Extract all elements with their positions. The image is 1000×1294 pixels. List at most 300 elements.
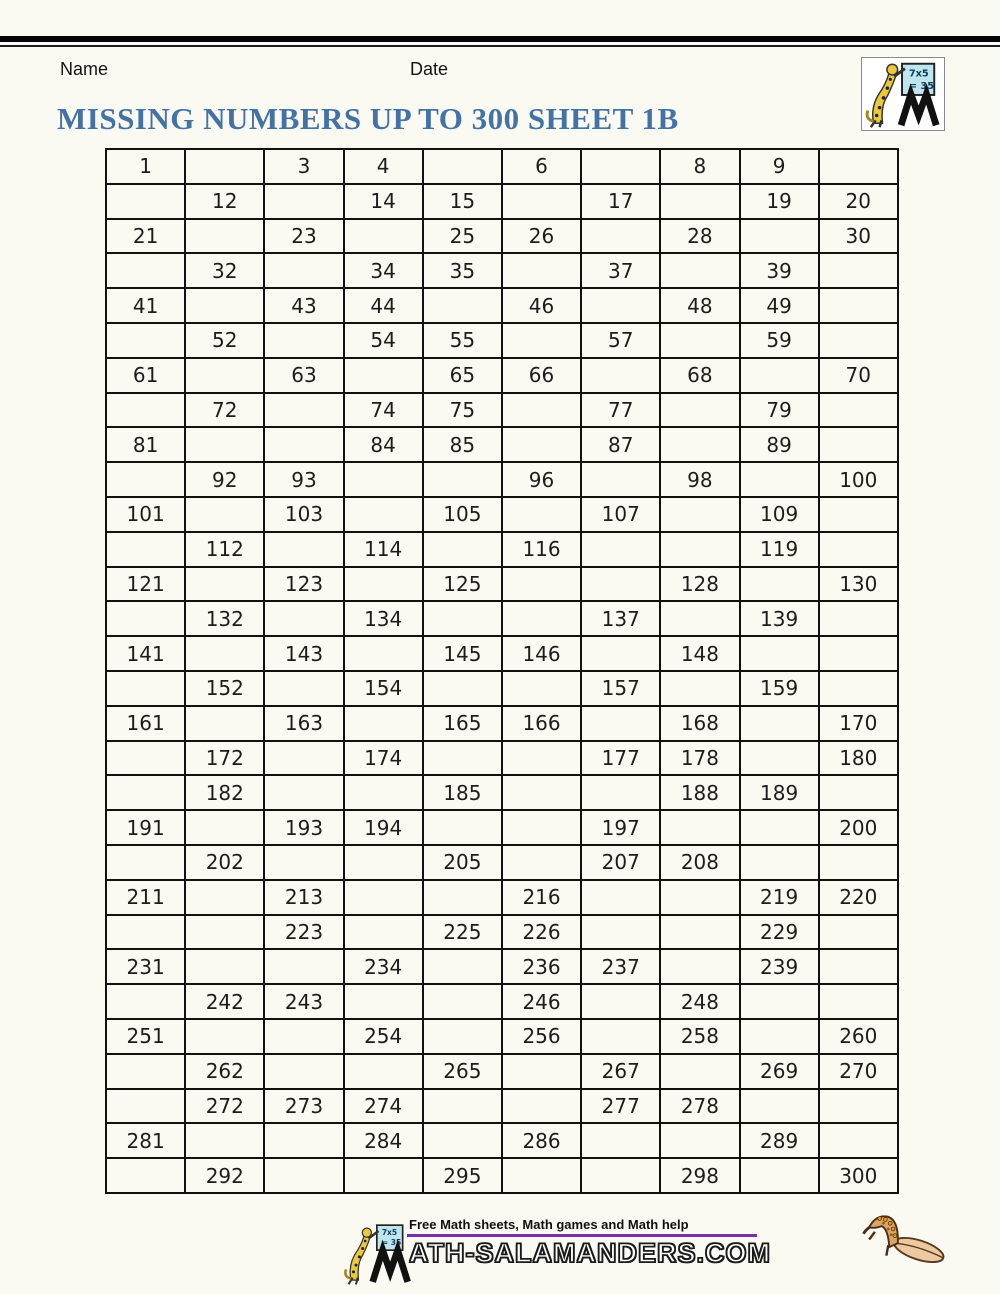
grid-row (106, 915, 898, 950)
grid-cell-empty (660, 810, 739, 845)
grid-cell-empty (660, 949, 739, 984)
grid-cell-filled: 143 (264, 636, 343, 671)
grid-cell-empty (819, 671, 898, 706)
grid-cell-filled: 65 (423, 358, 502, 393)
grid-cell-empty (423, 810, 502, 845)
grid-cell-empty (185, 915, 264, 950)
grid-cell-empty (423, 288, 502, 323)
grid-cell-empty (264, 1123, 343, 1158)
grid-cell-empty (581, 1158, 660, 1193)
grid-cell-filled: 25 (423, 219, 502, 254)
grid-cell-filled: 116 (502, 532, 581, 567)
grid-cell-empty (264, 949, 343, 984)
grid-cell-filled: 189 (740, 775, 819, 810)
grid-cell-empty (344, 358, 423, 393)
grid-cell-empty (660, 393, 739, 428)
grid-cell-empty (106, 845, 185, 880)
grid-row (106, 532, 898, 567)
grid-cell-empty (581, 358, 660, 393)
grid-cell-filled: 114 (344, 532, 423, 567)
grid-cell-filled: 8 (660, 149, 739, 184)
grid-cell-filled: 32 (185, 253, 264, 288)
svg-text:= 35: = 35 (381, 1238, 402, 1248)
grid-cell-filled: 26 (502, 219, 581, 254)
grid-row (106, 288, 898, 323)
grid-cell-filled: 100 (819, 462, 898, 497)
grid-cell-filled: 9 (740, 149, 819, 184)
grid-cell-empty (106, 184, 185, 219)
svg-text:7x5: 7x5 (381, 1228, 398, 1238)
footer-tagline: Free Math sheets, Math games and Math help (409, 1217, 689, 1232)
grid-cell-filled: 112 (185, 532, 264, 567)
grid-cell-filled: 254 (344, 1019, 423, 1054)
grid-cell-empty (740, 1158, 819, 1193)
grid-row (106, 427, 898, 462)
grid-cell-filled: 246 (502, 984, 581, 1019)
grid-cell-filled: 159 (740, 671, 819, 706)
grid-cell-empty (502, 1158, 581, 1193)
grid-cell-empty (264, 1158, 343, 1193)
grid-cell-filled: 231 (106, 949, 185, 984)
grid-cell-empty (581, 706, 660, 741)
grid-cell-empty (185, 219, 264, 254)
grid-cell-filled: 262 (185, 1054, 264, 1089)
grid-cell-filled: 216 (502, 880, 581, 915)
grid-cell-empty (740, 219, 819, 254)
grid-cell-filled: 39 (740, 253, 819, 288)
grid-cell-empty (264, 845, 343, 880)
grid-cell-empty (740, 845, 819, 880)
grid-cell-filled: 84 (344, 427, 423, 462)
grid-cell-empty (106, 462, 185, 497)
grid-cell-empty (660, 915, 739, 950)
m-letter-mark (901, 94, 936, 125)
grid-cell-empty (423, 149, 502, 184)
grid-cell-filled: 128 (660, 567, 739, 602)
grid-cell-empty (106, 393, 185, 428)
grid-cell-filled: 286 (502, 1123, 581, 1158)
diving-salamander-icon (858, 1208, 950, 1270)
grid-cell-filled: 219 (740, 880, 819, 915)
grid-row (106, 601, 898, 636)
grid-cell-empty (185, 1123, 264, 1158)
grid-cell-filled: 54 (344, 323, 423, 358)
grid-cell-filled: 226 (502, 915, 581, 950)
grid-cell-filled: 48 (660, 288, 739, 323)
grid-cell-filled: 134 (344, 601, 423, 636)
grid-cell-filled: 172 (185, 741, 264, 776)
grid-cell-filled: 96 (502, 462, 581, 497)
grid-cell-filled: 49 (740, 288, 819, 323)
grid-cell-filled: 34 (344, 253, 423, 288)
grid-cell-empty (581, 532, 660, 567)
grid-cell-empty (185, 706, 264, 741)
grid-cell-empty (502, 497, 581, 532)
grid-cell-filled: 207 (581, 845, 660, 880)
grid-cell-empty (502, 845, 581, 880)
grid-cell-empty (581, 775, 660, 810)
grid-cell-filled: 251 (106, 1019, 185, 1054)
grid-cell-filled: 41 (106, 288, 185, 323)
grid-cell-empty (344, 880, 423, 915)
grid-cell-empty (660, 253, 739, 288)
grid-row (106, 149, 898, 184)
grid-row (106, 741, 898, 776)
grid-cell-filled: 267 (581, 1054, 660, 1089)
grid-cell-filled: 242 (185, 984, 264, 1019)
grid-cell-empty (581, 288, 660, 323)
grid-row (106, 845, 898, 880)
grid-cell-empty (106, 323, 185, 358)
grid-cell-filled: 148 (660, 636, 739, 671)
grid-cell-filled: 289 (740, 1123, 819, 1158)
grid-cell-filled: 89 (740, 427, 819, 462)
grid-cell-empty (502, 184, 581, 219)
grid-cell-filled: 107 (581, 497, 660, 532)
grid-cell-empty (106, 984, 185, 1019)
grid-cell-filled: 74 (344, 393, 423, 428)
grid-cell-empty (344, 462, 423, 497)
grid-cell-filled: 66 (502, 358, 581, 393)
grid-cell-filled: 125 (423, 567, 502, 602)
grid-cell-filled: 298 (660, 1158, 739, 1193)
grid-cell-filled: 145 (423, 636, 502, 671)
grid-cell-filled: 197 (581, 810, 660, 845)
grid-cell-empty (264, 393, 343, 428)
grid-cell-empty (264, 323, 343, 358)
grid-cell-empty (740, 984, 819, 1019)
grid-cell-empty (106, 601, 185, 636)
grid-cell-filled: 101 (106, 497, 185, 532)
grid-cell-filled: 103 (264, 497, 343, 532)
grid-cell-empty (344, 636, 423, 671)
grid-row (106, 1054, 898, 1089)
grid-cell-empty (819, 149, 898, 184)
grid-cell-empty (502, 393, 581, 428)
grid-cell-filled: 1 (106, 149, 185, 184)
grid-cell-empty (106, 915, 185, 950)
grid-cell-empty (264, 184, 343, 219)
grid-cell-empty (502, 671, 581, 706)
grid-cell-filled: 154 (344, 671, 423, 706)
grid-cell-empty (423, 1089, 502, 1124)
grid-cell-filled: 161 (106, 706, 185, 741)
grid-cell-empty (740, 636, 819, 671)
grid-cell-empty (740, 810, 819, 845)
grid-cell-empty (660, 601, 739, 636)
grid-cell-filled: 284 (344, 1123, 423, 1158)
grid-row (106, 775, 898, 810)
grid-cell-empty (423, 1123, 502, 1158)
grid-cell-filled: 191 (106, 810, 185, 845)
grid-cell-filled: 194 (344, 810, 423, 845)
grid-cell-filled: 229 (740, 915, 819, 950)
grid-cell-filled: 81 (106, 427, 185, 462)
grid-cell-empty (819, 497, 898, 532)
grid-cell-empty (581, 149, 660, 184)
grid-cell-empty (819, 253, 898, 288)
grid-cell-filled: 4 (344, 149, 423, 184)
grid-cell-empty (106, 1089, 185, 1124)
grid-row (106, 636, 898, 671)
grid-cell-empty (581, 462, 660, 497)
grid-cell-empty (502, 601, 581, 636)
grid-cell-empty (502, 323, 581, 358)
grid-cell-filled: 59 (740, 323, 819, 358)
grid-cell-filled: 14 (344, 184, 423, 219)
grid-cell-filled: 163 (264, 706, 343, 741)
grid-cell-empty (344, 984, 423, 1019)
grid-cell-filled: 70 (819, 358, 898, 393)
grid-row (106, 253, 898, 288)
grid-cell-empty (185, 149, 264, 184)
grid-cell-empty (264, 1019, 343, 1054)
grid-cell-filled: 17 (581, 184, 660, 219)
grid-cell-empty (344, 219, 423, 254)
grid-cell-empty (264, 775, 343, 810)
grid-cell-empty (740, 706, 819, 741)
grid-cell-empty (740, 1089, 819, 1124)
grid-cell-empty (819, 288, 898, 323)
grid-row (106, 393, 898, 428)
grid-cell-empty (106, 741, 185, 776)
grid-cell-empty (502, 810, 581, 845)
grid-cell-empty (423, 532, 502, 567)
grid-cell-empty (185, 636, 264, 671)
grid-cell-empty (660, 184, 739, 219)
number-grid-body (106, 149, 898, 1193)
board-text-line1: 7x5 (908, 68, 929, 80)
grid-cell-empty (581, 636, 660, 671)
grid-cell-empty (819, 949, 898, 984)
grid-cell-filled: 274 (344, 1089, 423, 1124)
grid-row (106, 810, 898, 845)
grid-cell-empty (819, 393, 898, 428)
grid-row (106, 462, 898, 497)
grid-cell-filled: 121 (106, 567, 185, 602)
grid-cell-empty (344, 775, 423, 810)
grid-cell-filled: 55 (423, 323, 502, 358)
grid-cell-filled: 92 (185, 462, 264, 497)
grid-row (106, 1123, 898, 1158)
grid-cell-filled: 85 (423, 427, 502, 462)
grid-cell-filled: 202 (185, 845, 264, 880)
grid-cell-filled: 61 (106, 358, 185, 393)
grid-cell-filled: 178 (660, 741, 739, 776)
grid-cell-filled: 130 (819, 567, 898, 602)
grid-cell-filled: 132 (185, 601, 264, 636)
grid-row (106, 984, 898, 1019)
grid-cell-filled: 79 (740, 393, 819, 428)
grid-row (106, 567, 898, 602)
grid-cell-filled: 273 (264, 1089, 343, 1124)
grid-cell-filled: 278 (660, 1089, 739, 1124)
grid-cell-empty (819, 427, 898, 462)
grid-cell-filled: 30 (819, 219, 898, 254)
grid-cell-filled: 75 (423, 393, 502, 428)
grid-row (106, 706, 898, 741)
grid-row (106, 1089, 898, 1124)
grid-cell-filled: 35 (423, 253, 502, 288)
grid-cell-empty (106, 1054, 185, 1089)
grid-cell-empty (660, 427, 739, 462)
grid-cell-filled: 57 (581, 323, 660, 358)
grid-cell-filled: 225 (423, 915, 502, 950)
grid-cell-filled: 165 (423, 706, 502, 741)
grid-cell-filled: 105 (423, 497, 502, 532)
grid-cell-filled: 188 (660, 775, 739, 810)
grid-cell-empty (502, 427, 581, 462)
grid-cell-filled: 236 (502, 949, 581, 984)
grid-cell-empty (819, 532, 898, 567)
grid-cell-filled: 37 (581, 253, 660, 288)
grid-cell-filled: 193 (264, 810, 343, 845)
grid-cell-filled: 52 (185, 323, 264, 358)
grid-cell-filled: 12 (185, 184, 264, 219)
grid-cell-filled: 295 (423, 1158, 502, 1193)
grid-cell-filled: 109 (740, 497, 819, 532)
grid-cell-empty (423, 949, 502, 984)
grid-cell-empty (581, 567, 660, 602)
grid-row (106, 497, 898, 532)
grid-cell-empty (344, 915, 423, 950)
grid-cell-filled: 157 (581, 671, 660, 706)
grid-cell-empty (819, 636, 898, 671)
grid-cell-filled: 87 (581, 427, 660, 462)
grid-cell-empty (423, 880, 502, 915)
footer-purple-rule (407, 1234, 757, 1237)
grid-cell-empty (344, 497, 423, 532)
grid-cell-empty (344, 567, 423, 602)
grid-cell-empty (423, 671, 502, 706)
grid-cell-empty (423, 1019, 502, 1054)
number-grid (105, 148, 899, 1194)
grid-cell-empty (660, 1054, 739, 1089)
grid-cell-empty (185, 880, 264, 915)
grid-cell-empty (185, 567, 264, 602)
grid-cell-empty (264, 601, 343, 636)
grid-cell-filled: 166 (502, 706, 581, 741)
grid-cell-empty (185, 949, 264, 984)
grid-cell-empty (660, 880, 739, 915)
grid-cell-empty (660, 1123, 739, 1158)
grid-cell-empty (819, 323, 898, 358)
grid-cell-empty (106, 1158, 185, 1193)
grid-cell-empty (819, 1123, 898, 1158)
grid-cell-filled: 237 (581, 949, 660, 984)
grid-row (106, 949, 898, 984)
grid-cell-filled: 213 (264, 880, 343, 915)
grid-cell-filled: 44 (344, 288, 423, 323)
grid-cell-filled: 256 (502, 1019, 581, 1054)
grid-row (106, 323, 898, 358)
grid-cell-empty (344, 845, 423, 880)
salamander-mascot-icon (862, 58, 944, 130)
grid-cell-empty (581, 984, 660, 1019)
grid-cell-empty (740, 462, 819, 497)
grid-row (106, 219, 898, 254)
grid-row (106, 1158, 898, 1193)
grid-cell-empty (344, 706, 423, 741)
grid-cell-empty (819, 915, 898, 950)
grid-cell-empty (423, 601, 502, 636)
grid-cell-filled: 185 (423, 775, 502, 810)
grid-cell-filled: 119 (740, 532, 819, 567)
grid-cell-filled: 243 (264, 984, 343, 1019)
grid-cell-filled: 265 (423, 1054, 502, 1089)
top-rule-thin (0, 45, 1000, 47)
grid-cell-empty (423, 462, 502, 497)
grid-cell-filled: 6 (502, 149, 581, 184)
grid-row (106, 358, 898, 393)
footer-site-name: ATH-SALAMANDERS.COM (409, 1238, 771, 1268)
grid-cell-empty (185, 288, 264, 323)
grid-cell-filled: 23 (264, 219, 343, 254)
grid-cell-empty (502, 1054, 581, 1089)
grid-cell-filled: 43 (264, 288, 343, 323)
grid-cell-empty (264, 1054, 343, 1089)
grid-cell-empty (819, 775, 898, 810)
grid-cell-empty (740, 567, 819, 602)
top-rule-thick (0, 36, 1000, 42)
grid-cell-filled: 168 (660, 706, 739, 741)
grid-cell-filled: 239 (740, 949, 819, 984)
grid-cell-empty (264, 253, 343, 288)
grid-cell-filled: 270 (819, 1054, 898, 1089)
grid-cell-filled: 139 (740, 601, 819, 636)
grid-cell-filled: 19 (740, 184, 819, 219)
grid-cell-filled: 211 (106, 880, 185, 915)
grid-cell-filled: 248 (660, 984, 739, 1019)
grid-cell-empty (581, 1123, 660, 1158)
grid-cell-filled: 200 (819, 810, 898, 845)
grid-row (106, 1019, 898, 1054)
grid-cell-filled: 152 (185, 671, 264, 706)
grid-row (106, 880, 898, 915)
grid-cell-filled: 68 (660, 358, 739, 393)
grid-cell-filled: 141 (106, 636, 185, 671)
grid-cell-filled: 123 (264, 567, 343, 602)
grid-cell-empty (264, 671, 343, 706)
grid-cell-filled: 260 (819, 1019, 898, 1054)
grid-cell-filled: 281 (106, 1123, 185, 1158)
grid-cell-filled: 63 (264, 358, 343, 393)
grid-cell-empty (344, 1158, 423, 1193)
grid-cell-empty (185, 1019, 264, 1054)
grid-cell-filled: 180 (819, 741, 898, 776)
grid-cell-filled: 258 (660, 1019, 739, 1054)
grid-cell-empty (106, 775, 185, 810)
math-salamanders-logo (861, 57, 945, 131)
grid-cell-filled: 21 (106, 219, 185, 254)
grid-cell-empty (819, 601, 898, 636)
grid-cell-filled: 208 (660, 845, 739, 880)
grid-cell-filled: 174 (344, 741, 423, 776)
grid-cell-filled: 223 (264, 915, 343, 950)
footer-m-letter-mark (373, 1250, 408, 1282)
grid-cell-empty (264, 427, 343, 462)
grid-cell-empty (581, 915, 660, 950)
grid-cell-empty (581, 880, 660, 915)
grid-cell-empty (264, 532, 343, 567)
grid-cell-filled: 72 (185, 393, 264, 428)
grid-cell-empty (106, 671, 185, 706)
grid-cell-empty (185, 810, 264, 845)
grid-cell-filled: 205 (423, 845, 502, 880)
grid-row (106, 671, 898, 706)
grid-cell-filled: 220 (819, 880, 898, 915)
grid-cell-empty (185, 427, 264, 462)
